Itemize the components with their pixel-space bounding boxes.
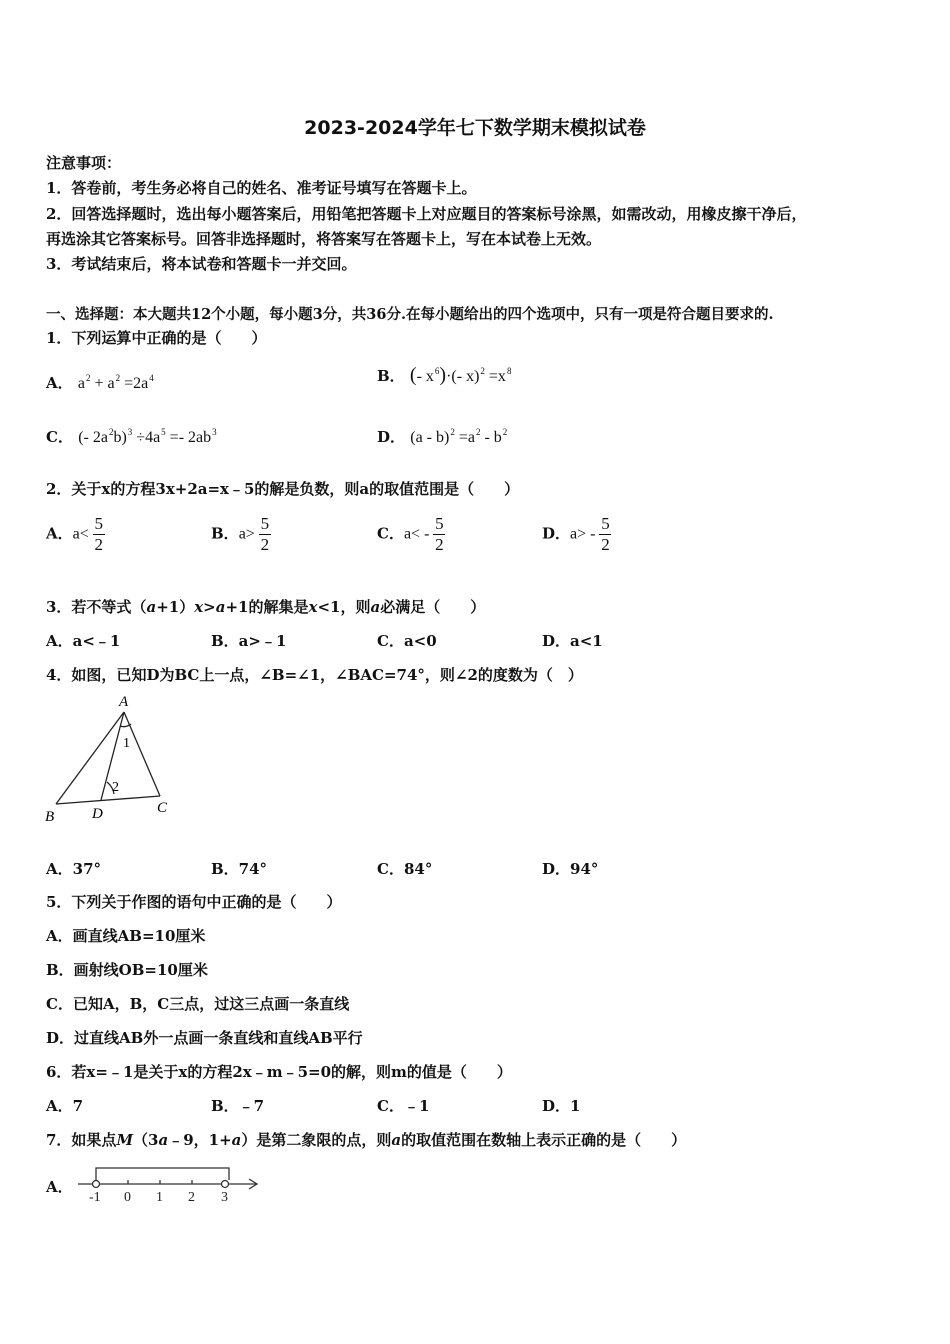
- q2-option-d[interactable]: D．a> - $\frac{5}{2}$: [542, 514, 610, 554]
- q2-label-d: D．: [542, 524, 571, 543]
- q4-option-d[interactable]: D．94°: [542, 860, 599, 878]
- q2-label-c: C．: [377, 524, 404, 543]
- q2-option-a[interactable]: A．a< $\frac{5}{2}$: [46, 514, 104, 554]
- q1-formula-d: $(a - b)^2 =a^2 - b^2$: [410, 427, 508, 446]
- q7-stem: 7．如果点M（3a﹣9，1+a）是第二象限的点，则a的取值范围在数轴上表示正确的是（ ）: [46, 1131, 687, 1149]
- notice-item-2a: 2．回答选择题时，选出每小题答案后，用铅笔把答题卡上对应题目的答案标号涂黑，如需改动，用橡皮擦干净后，: [46, 205, 807, 223]
- open-point-3: [222, 1181, 229, 1188]
- q5-stem: 5．下列关于作图的语句中正确的是（ ）: [46, 893, 342, 911]
- vertex-b-label: B: [45, 809, 55, 825]
- q6-option-a[interactable]: A．7: [46, 1097, 84, 1115]
- q2-option-c[interactable]: C．a< - $\frac{5}{2}$: [377, 514, 444, 554]
- section-heading: 一、选择题：本大题共12个小题，每小题3分，共36分.在每小题给出的四个选项中，只有一项是符合题目要求的.: [46, 306, 774, 323]
- q2-fraction-a: $\frac{5}{2}$: [94, 514, 104, 554]
- vertex-d-label: D: [92, 806, 103, 822]
- q1-option-d[interactable]: [377, 426, 507, 447]
- notice-item-1: 1．答卷前，考生务必将自己的姓名、准考证号填写在答题卡上。: [46, 179, 477, 197]
- tick-label-0: 0: [124, 1190, 131, 1204]
- q6-stem: 6．若x=﹣1是关于x的方程2x﹣m﹣5=0的解，则m的值是（ ）: [46, 1063, 512, 1081]
- q3-option-a[interactable]: A．a<﹣1: [46, 632, 121, 650]
- q4-triangle-figure: [40, 690, 190, 830]
- q1-option-b[interactable]: [377, 364, 511, 387]
- angle-1-label: 1: [123, 736, 130, 751]
- vertex-c-label: C: [157, 800, 168, 816]
- q1-option-c[interactable]: [46, 426, 217, 447]
- q1-label-d: D．: [377, 428, 406, 446]
- q1-formula-b: (- $x^6)\cdot(-$ $x)^2 =x^8$: [409, 364, 512, 386]
- vertex-a-label: A: [119, 694, 129, 710]
- q3-option-b[interactable]: B．a>﹣1: [211, 632, 287, 650]
- tick-label-2: 2: [188, 1190, 195, 1204]
- q2-stem: 2．关于x的方程3x+2a=x﹣5的解是负数，则a的取值范围是（ ）: [46, 480, 520, 498]
- q1-option-a[interactable]: [46, 372, 154, 393]
- notice-item-2b: 再选涂其它答案标号。回答非选择题时，将答案写在答题卡上，写在本试卷上无效。: [46, 230, 602, 248]
- q4-option-a[interactable]: A．37°: [46, 860, 102, 878]
- q5-option-d[interactable]: D．过直线AB外一点画一条直线和直线AB平行: [46, 1029, 363, 1047]
- q1-formula-c: (- $2a^2b)^3 \div 4a^5 =- 2ab^3$: [78, 427, 217, 446]
- q1-stem: 1．下列运算中正确的是（ ）: [46, 329, 267, 347]
- tick-label-3: 3: [221, 1190, 228, 1204]
- q3-option-d[interactable]: D．a<1: [542, 632, 603, 650]
- q6-option-c[interactable]: C．﹣1: [377, 1097, 430, 1115]
- q1-label-c: C．: [46, 428, 73, 446]
- q2-fraction-c: $\frac{5}{2}$: [435, 514, 444, 554]
- q2-label-a: A．: [46, 524, 73, 543]
- angle-2-label: 2: [112, 780, 119, 795]
- q7-option-a-label[interactable]: A．: [46, 1178, 73, 1196]
- q2-fraction-d: $\frac{5}{2}$: [601, 514, 610, 554]
- q7-number-line-a[interactable]: [74, 1158, 264, 1204]
- q1-label-b: B．: [377, 367, 405, 385]
- tick-label-1: 1: [156, 1190, 163, 1204]
- q6-option-b[interactable]: B．﹣7: [211, 1097, 265, 1115]
- q4-stem: 4．如图，已知D为BC上一点，∠B=∠1，∠BAC=74°，则∠2的度数为（ ）: [46, 666, 583, 684]
- q6-option-d[interactable]: D．1: [542, 1097, 581, 1115]
- side-bc: [56, 796, 160, 804]
- notice-heading: 注意事项：: [46, 154, 122, 172]
- q2-label-b: B．: [211, 524, 239, 543]
- angle-1-arc: [120, 724, 131, 727]
- q5-option-c[interactable]: C．已知A，B，C三点，过这三点画一条直线: [46, 995, 350, 1013]
- q3-option-c[interactable]: C．a<0: [377, 632, 437, 650]
- open-point-neg1: [93, 1181, 100, 1188]
- notice-item-3: 3．考试结束后，将本试卷和答题卡一并交回。: [46, 255, 357, 273]
- q5-option-b[interactable]: B．画射线OB=10厘米: [46, 961, 208, 979]
- q2-option-b[interactable]: B．a> $\frac{5}{2}$: [211, 514, 270, 554]
- q2-fraction-b: $\frac{5}{2}$: [260, 514, 270, 554]
- q1-label-a: A．: [46, 374, 73, 392]
- q4-option-b[interactable]: B．74°: [211, 860, 268, 878]
- page-title: 2023-2024学年七下数学期末模拟试卷: [304, 117, 646, 139]
- tick-label-neg1: -1: [89, 1190, 101, 1204]
- solution-interval-bracket: [96, 1168, 229, 1180]
- q5-option-a[interactable]: A．画直线AB=10厘米: [46, 927, 206, 945]
- q1-formula-a: $a^2 + a^2 =2a^4$: [77, 373, 154, 392]
- q3-stem: 3．若不等式（a+1）x>a+1的解集是x<1，则a必满足（ ）: [46, 598, 486, 616]
- q4-option-c[interactable]: C．84°: [377, 860, 433, 878]
